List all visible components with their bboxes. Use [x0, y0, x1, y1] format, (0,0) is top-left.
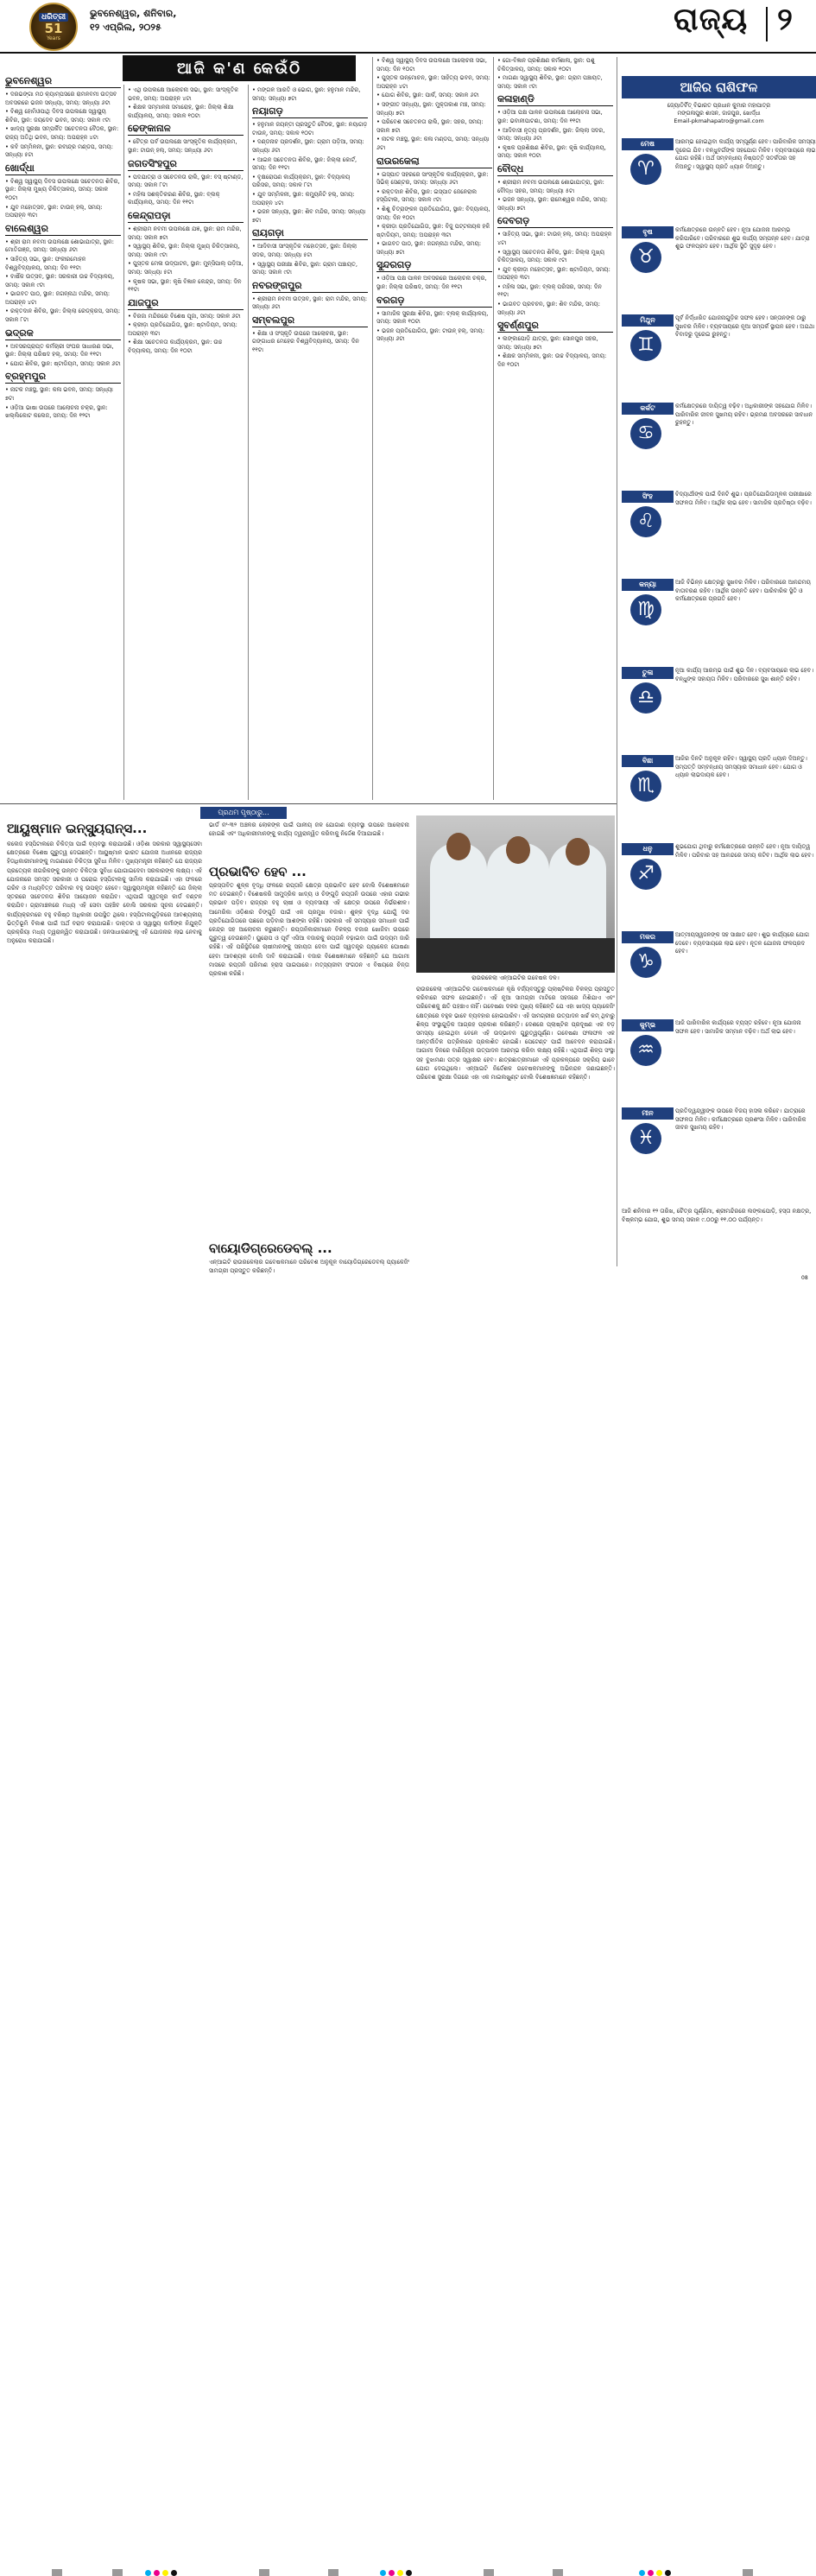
- horoscope-sign: [622, 314, 816, 394]
- horoscope-sign: [622, 931, 816, 1011]
- event-item: • ପରିବେଶ ସଚେତନତା ରାଲି, ସ୍ଥାନ: ସହର, ସମୟ: ସକାଳ ୭ଟା: [376, 118, 492, 135]
- sign-forecast: ଆତ୍ମୀୟସ୍ୱଜନଙ୍କ ସହ ସାକ୍ଷାତ ହେବ। ଶୁଭ କାର୍ଯ୍ୟରେ ଯୋଗ ଦେବେ। ବ୍ୟବସାୟରେ ଲାଭ ହେବ। ନୂତନ ଯୋଜନା ଫଳପ୍ରଦ ହେବ।: [675, 931, 810, 955]
- story2-intro: ଭାର୍ଡ ନଂ-୩୨ ଅଞ୍ଚଳର ଲୋକଙ୍କ ପାଇଁ ପାନୀୟ ଜଳ ଯୋଗାଣ ବ୍ୟବସ୍ଥା ଉପରେ ଆଲୋଚନା ହୋଇଛି ଏବଂ ଅଧିକାରୀମାନଙ୍କୁ କାର୍ଯ୍ୟ ତ୍ୱରାନ୍ୱିତ କରିବାକୁ ନିର୍ଦ୍ଦେଶ ଦିଆଯାଇଛି।: [209, 822, 409, 838]
- event-item: • ନାଟକ ମଞ୍ଚସ୍ଥ, ସ୍ଥାନ: କଳା ମଣ୍ଡପ, ସମୟ: ସନ୍ଧ୍ୟା ୬ଟା: [376, 136, 492, 152]
- story2-body: ପ୍ରସ୍ତାବିତ ଶୁଳ୍କ ବୃଦ୍ଧି ଫଳରେ ରପ୍ତାନି କ୍ଷେତ୍ର ପ୍ରଭାବିତ ହେବ ବୋଲି ବିଶେଷଜ୍ଞମାନେ ମତ ଦେଇଛନ୍ତି। ବିଶେଷକରି ସାମୁଦ୍ରିକ ଖାଦ୍ୟ ଓ ଚିଙ୍ଗୁଡ଼ି ରପ୍ତାନି ଉପରେ ଏହାର ଗଭୀର ପ୍ରଭାବ ପଡ଼ିବ। ରାଜ୍ୟର ବହୁ ଚାଷୀ ଓ ବ୍ୟବସାୟୀ ଏହି କ୍ଷେତ୍ର ଉପରେ ନିର୍ଭରଶୀଳ। ଆମେରିକା ଓଡ଼ିଶାର ଚିଙ୍ଗୁଡ଼ି ପାଇଁ ଏକ ପ୍ରମୁଖ ବଜାର। ଶୁଳ୍କ ବୃଦ୍ଧି ଯୋଗୁଁ ଦର ପ୍ରତିଯୋଗିତାରେ ପଛରେ ପଡ଼ିବାର ଆଶଙ୍କା ରହିଛି। ସରକାର ଏହି ସମସ୍ୟାର ସମାଧାନ ପାଇଁ କେନ୍ଦ୍ର ସହ ଆଲୋଚନା କରୁଛନ୍ତି। ରପ୍ତାନିକାରୀମାନେ ବିକଳ୍ପ ବଜାର ଖୋଜିବା ଉପରେ ଗୁରୁତ୍ୱ ଦେଉଛନ୍ତି। ୟୁରୋପ ଓ ପୂର୍ବ ଏସିଆ ବଜାରକୁ ରପ୍ତାନି ବଢ଼ାଇବା ପାଇଁ ଉଦ୍ୟମ ଜାରି ରହିଛି। ଏହି ପରିସ୍ଥିତିରେ ଚାଷୀମାନଙ୍କୁ ସହାୟତା ଦେବା ପାଇଁ ସ୍ୱତନ୍ତ୍ର ପ୍ୟାକେଜ ଘୋଷଣା ହେବା ଆବଶ୍ୟକ ବୋଲି ଦାବି କରାଯାଇଛି। ବଜାର ବିଶେଷଜ୍ଞମାନେ କହିଛନ୍ତି ଯେ ଆଗାମୀ ମାସରେ ରପ୍ତାନି ପରିମାଣ ହ୍ରାସ ପାଇପାରେ। ମତ୍ସ୍ୟଜୀବୀ ସଂଗଠନ ଏ ବିଷୟରେ ଚିନ୍ତା ପ୍ରକାଶ କରିଛି।: [209, 882, 409, 978]
- zodiac-icon: ♎: [630, 682, 661, 714]
- event-item: • ଏଥି ଉପଲକ୍ଷେ ଆଲୋଚନା ସଭା, ସ୍ଥାନ: ସାଂସ୍କୃତିକ ଭବନ, ସମୟ: ଅପରାହ୍ନ ୪ଟା: [128, 86, 244, 103]
- sign-name: ମୀନ: [622, 1107, 674, 1120]
- continued-label: ପ୍ରଥମ ପୃଷ୍ଠାରୁ...: [200, 807, 287, 819]
- sign-name: କର୍କଟ: [622, 403, 674, 415]
- page-number: ୨: [777, 2, 793, 37]
- event-item: • ଇସ୍ପାତ ସହରରେ ସାଂସ୍କୃତିକ କାର୍ଯ୍ୟକ୍ରମ, ସ୍ଥାନ: ସିଭିକ୍ ସେଣ୍ଟର, ସମୟ: ସନ୍ଧ୍ୟା ୬ଟା: [376, 171, 492, 187]
- city-heading: ବୌଦ୍ଧ: [497, 162, 613, 176]
- zodiac-icon: ♉: [630, 242, 661, 273]
- city-heading: ରାୟଗଡ଼ା: [252, 226, 368, 240]
- column-rule: [248, 85, 249, 800]
- city-heading: ନବରଙ୍ଗପୁର: [252, 279, 368, 293]
- event-item: • ଓଡ଼ିଆ ଭାଷା ଉପରେ ଆଲୋଚନା ଚକ୍ର, ସ୍ଥାନ: ଖଲ୍ଲିକୋଟ କଲେଜ, ସମୟ: ଦିନ ୧୨ଟା: [5, 404, 121, 421]
- sign-name: ମିଥୁନ: [622, 314, 674, 327]
- dateline-place-day: ଭୁବନେଶ୍ୱର, ଶନିବାର,: [90, 8, 177, 19]
- event-item: • ପୁସ୍ତକ ମେଳା ଉଦ୍‌ଘାଟନ, ସ୍ଥାନ: ମୁନ୍ସିପାଲ୍ ପଡ଼ିଆ, ସମୟ: ସନ୍ଧ୍ୟା ୫ଟା: [128, 260, 244, 276]
- section-rule: [0, 803, 617, 804]
- event-item: • ବିଶ୍ୱ ସ୍ୱାସ୍ଥ୍ୟ ଦିବସ ଉପଲକ୍ଷେ ସଚେତନତା ଶିବିର, ସ୍ଥାନ: ଜିଲ୍ଲା ମୁଖ୍ୟ ଚିକିତ୍ସାଳୟ, ସମୟ: ସକାଳ ୧୦ଟା: [5, 178, 121, 203]
- column-rule: [493, 57, 494, 800]
- zodiac-icon: ♐: [630, 859, 661, 890]
- event-item: • ଯୋଗ ଶିବିର, ସ୍ଥାନ: ପାର୍କ, ସମୟ: ସକାଳ ୬ଟା: [376, 92, 492, 100]
- event-item: • ଯୁବ ସମ୍ମିଳନୀ, ସ୍ଥାନ: କମ୍ୟୁନିଟି ହଲ୍, ସମୟ: ଅପରାହ୍ନ ୪ଟା: [252, 191, 368, 207]
- city-heading: କେନ୍ଦ୍ରାପଡ଼ା: [128, 209, 244, 223]
- event-item: • ନାଟକ ମଞ୍ଚସ୍ଥ, ସ୍ଥାନ: କଳା ଭବନ, ସମୟ: ସନ୍ଧ୍ୟା ୭ଟା: [5, 386, 121, 403]
- horoscope-title: ଆଜିର ରାଶିଫଳ: [622, 76, 816, 98]
- event-item: • ସଙ୍ଗୀତ ସନ୍ଧ୍ୟା, ସ୍ଥାନ: ମୁକ୍ତାକାଶ ମଞ୍ଚ, ସମୟ: ସନ୍ଧ୍ୟା ୭ଟା: [376, 101, 492, 117]
- sign-forecast: ଆଜିର ଦିନଟି ଅନୁକୂଳ ରହିବ। ସ୍ୱାସ୍ଥ୍ୟ ପ୍ରତି ଧ୍ୟାନ ଦିଅନ୍ତୁ। ସମ୍ପତ୍ତି ସମ୍ବନ୍ଧୀୟ ସମସ୍ୟାର ସମାଧାନ ହେବ। ଯୋଗ ଓ ଧ୍ୟାନ ଲାଭଦାୟକ ହେବ।: [675, 755, 807, 778]
- zodiac-icon: ♋: [630, 418, 661, 449]
- event-item: • କବି ସମ୍ମିଳନୀ, ସ୍ଥାନ: ରବୀନ୍ଦ୍ର ମଣ୍ଡପ, ସମୟ: ସନ୍ଧ୍ୟା ୫ଟା: [5, 143, 121, 160]
- section-divider: [766, 7, 768, 41]
- event-item: • କ୍ରୀଡ଼ା ପ୍ରତିଯୋଗିତା, ସ୍ଥାନ: ଷ୍ଟାଡିୟମ, ସମୟ: ଅପରାହ୍ନ ୩ଟା: [128, 321, 244, 338]
- event-item: • ଭଜନ ପ୍ରତିଯୋଗିତା, ସ୍ଥାନ: ଟାଉନ୍ ହଲ୍, ସମୟ: ସନ୍ଧ୍ୟା ୬ଟା: [376, 327, 492, 344]
- city-heading: ଜଗତସିଂହପୁର: [128, 157, 244, 171]
- zodiac-icon: ♓: [630, 1123, 661, 1154]
- sign-name: ମେଷ: [622, 138, 674, 150]
- event-item: • ଭଜନ ସନ୍ଧ୍ୟା, ସ୍ଥାନ: ଶିବ ମନ୍ଦିର, ସମୟ: ସନ୍ଧ୍ୟା ୭ଟା: [252, 208, 368, 225]
- horoscope-footer: ଆଜି ଶନିବାର ୧୨ ତାରିଖ, ଚୈତ୍ର ପୂର୍ଣ୍ଣିମା, ଶ୍ରୀମନ୍ଦିରରେ ଲଙ୍କାପୋଡ଼ି, ହସ୍ତା ନକ୍ଷତ୍ର, ବିଷ୍କମ୍ଭ ଯୋଗ, ଶୁଭ ସମୟ ସକାଳ ୯.୦୦ରୁ ୧୧.୦୦ ପର୍ଯ୍ୟନ୍ତ।: [622, 1208, 812, 1223]
- event-item: • ମହିଳା ସଭା, ସ୍ଥାନ: ବ୍ଲକ୍ ପରିସର, ସମୟ: ଦିନ ୧୧ଟା: [497, 283, 613, 300]
- logo-word: ଧରିତ୍ରୀ: [39, 13, 68, 22]
- event-item: • ଶିଶୁ ଚିତ୍ରାଙ୍କନ ପ୍ରତିଯୋଗିତା, ସ୍ଥାନ: ବିଦ୍ୟାଳୟ, ସମୟ: ଦିନ ୧୦ଟା: [376, 206, 492, 222]
- event-item: • ସାହିତ୍ୟ ସଭା, ସ୍ଥାନ: ଟାଉନ୍ ହଲ୍, ସମୟ: ଅପରାହ୍ନ ୪ଟା: [497, 231, 613, 247]
- event-item: • ଭାଗବତ ପାଠ, ସ୍ଥାନ: ଜଗନ୍ନାଥ ମନ୍ଦିର, ସମୟ: ସନ୍ଧ୍ୟା ୭ଟା: [376, 240, 492, 257]
- newspaper-logo: [29, 3, 78, 51]
- event-item: • ଗୋ-ବିଜ୍ଞାନ ପ୍ରଶିକ୍ଷଣ କର୍ମଶାଳା, ସ୍ଥାନ: ପଶୁ ଚିକିତ୍ସାଳୟ, ସମୟ: ସକାଳ ୧୦ଟା: [497, 57, 613, 73]
- horoscope-sign: [622, 579, 816, 658]
- events-column: [128, 86, 244, 800]
- sign-name: ବୃଷ: [622, 226, 674, 238]
- sign-name: କନ୍ୟା: [622, 579, 674, 591]
- sign-forecast: ଆରମ୍ଭ ହୋଇଥିବା କାର୍ଯ୍ୟ ସମ୍ପୂର୍ଣ୍ଣ ହେବ। ପାରିବାରିକ ସମସ୍ୟା ଦୂରେଇ ଯିବ। ବନ୍ଧୁବର୍ଗଙ୍କ ସହଯୋଗ ମିଳିବ। ବ୍ୟବସାୟରେ ଲାଭ ଯୋଗ ରହିଛି। ଅର୍ଥ ସମ୍ବନ୍ଧୀୟ ନିଷ୍ପତ୍ତି ସତର୍କତାର ସହ ନିଅନ୍ତୁ। ସ୍ୱାସ୍ଥ୍ୟ ପ୍ରତି ଧ୍ୟାନ ଦିଅନ୍ତୁ।: [675, 138, 816, 170]
- event-item: • ଶିକ୍ଷା ଓ ସଂସ୍କୃତି ଉପରେ ଆଲୋଚନା, ସ୍ଥାନ: ଗଙ୍ଗାଧର ମେହେର ବିଶ୍ୱବିଦ୍ୟାଳୟ, ସମୟ: ଦିନ ୧୧ଟା: [252, 330, 368, 355]
- events-column: [497, 57, 613, 800]
- event-item: • ଶିକ୍ଷା ସଚେତନତା କାର୍ଯ୍ୟକ୍ରମ, ସ୍ଥାନ: ଉଚ୍ଚ ବିଦ୍ୟାଳୟ, ସମୟ: ଦିନ ୧୦ଟା: [128, 339, 244, 355]
- event-item: • ଯୁବ କ୍ରୀଡ଼ା ମହୋତ୍ସବ, ସ୍ଥାନ: ଷ୍ଟାଡିୟମ, ସମୟ: ଅପରାହ୍ନ ୩ଟା: [497, 266, 613, 282]
- events-heading: ଆଜି କ'ଣ କେଉଁଠି: [123, 55, 356, 81]
- city-heading: ସମ୍ବଲପୁର: [252, 314, 368, 327]
- event-item: • ଶ୍ରୀରାମ ନବମୀ ଉପଲକ୍ଷେ ଶୋଭାଯାତ୍ରା, ସ୍ଥାନ: ବୌଦ୍ଧ ସହର, ସମୟ: ସନ୍ଧ୍ୟା ୫ଟା: [497, 179, 613, 195]
- zodiac-icon: ♈: [630, 154, 661, 185]
- column-rule: [372, 57, 373, 800]
- event-item: • ଚୈତ୍ର ପର୍ବ ଉପଲକ୍ଷେ ସାଂସ୍କୃତିକ କାର୍ଯ୍ୟକ୍ରମ, ସ୍ଥାନ: ଟାଉନ୍ ହଲ୍, ସମୟ: ସନ୍ଧ୍ୟା ୬ଟା: [128, 138, 244, 155]
- events-column: [5, 73, 121, 800]
- event-item: • କ୍ରୀଡ଼ା ପ୍ରତିଯୋଗିତା, ସ୍ଥାନ: ବିଜୁ ପଟ୍ଟନାୟକ ହକି ଷ୍ଟାଡିୟମ, ସମୟ: ଅପରାହ୍ନ ୩ଟା: [376, 223, 492, 239]
- event-item: • ରକ୍ତଦାନ ଶିବିର, ସ୍ଥାନ: ଇସ୍ପାତ ଜେନେରାଲ ହସ୍ପିଟାଲ, ସମୟ: ସକାଳ ୯ଟା: [376, 188, 492, 205]
- event-item: • ସାହିତ୍ୟ ସଭା, ସ୍ଥାନ: ଫକୀରମୋହନ ବିଶ୍ୱବିଦ୍ୟାଳୟ, ସମୟ: ଦିନ ୧୧ଟା: [5, 256, 121, 272]
- city-heading: ସୁବର୍ଣ୍ଣପୁର: [497, 319, 613, 333]
- event-item: • ବୃକ୍ଷରୋପଣ କାର୍ଯ୍ୟକ୍ରମ, ସ୍ଥାନ: ବିଦ୍ୟାଳୟ ପରିସର, ସମୟ: ସକାଳ ୮ଟା: [252, 174, 368, 190]
- event-item: • ଦରଭଙ୍ଗା ମଠ କ୍ୟାମ୍ପସରେ ରାମନବମୀ ଉତ୍ସବ ଅବସରରେ ଭଜନ ସନ୍ଧ୍ୟା, ସମୟ: ସନ୍ଧ୍ୟା ୬ଟା: [5, 91, 121, 107]
- story3-headline: ବାୟୋଡିଗ୍ରେଡେବଲ୍ ...: [209, 1240, 332, 1256]
- event-item: • ଆଦିବାସୀ ନୃତ୍ୟ ପ୍ରଦର୍ଶନ, ସ୍ଥାନ: ଜିଲ୍ଲା ସଦର, ସମୟ: ସନ୍ଧ୍ୟା ୬ଟା: [497, 127, 613, 143]
- sign-name: ମକର: [622, 931, 674, 943]
- event-item: • ସାମାଜିକ ସୁରକ୍ଷା ଶିବିର, ସ୍ଥାନ: ବ୍ଲକ୍ କାର୍ଯ୍ୟାଳୟ, ସମୟ: ସକାଳ ୧୦ଟା: [376, 310, 492, 327]
- story1-headline: ଆୟୁଷ୍ମାନ ଇନ୍ସ୍ୟୁରାନ୍ସ...: [7, 821, 148, 836]
- sign-forecast: ବିଦ୍ୟାର୍ଥୀଙ୍କ ପାଇଁ ଦିନଟି ଶୁଭ। ପ୍ରତିଯୋଗିତାମୂଳକ ପରୀକ୍ଷାରେ ସଫଳତା ମିଳିବ। ଆର୍ଥିକ ଲାଭ ହେବ। ସାମାଜିକ ପ୍ରତିଷ୍ଠା ବଢ଼ିବ।: [675, 491, 812, 506]
- city-heading: ବରଗଡ଼: [376, 294, 492, 308]
- event-item: • ବିରଜା ମନ୍ଦିରରେ ବିଶେଷ ପୂଜା, ସମୟ: ସକାଳ ୬ଟା: [128, 313, 244, 321]
- sign-forecast: ଆଜି ପାରିବାରିକ କାର୍ଯ୍ୟରେ ବ୍ୟସ୍ତ ରହିବେ। ନୂଆ ଯୋଜନା ସଫଳ ହେବ। ସାମାଜିକ ସମ୍ମାନ ବଢ଼ିବ। ଅର୍ଥ ଲାଭ ହେବ।: [675, 1019, 801, 1035]
- logo-years: Years: [47, 35, 60, 41]
- event-item: • ବାର୍ଷିକ ଉତ୍ସବ, ସ୍ଥାନ: ସରକାରୀ ଉଚ୍ଚ ବିଦ୍ୟାଳୟ, ସମୟ: ସକାଳ ୯ଟା: [5, 273, 121, 289]
- event-item: • ପୁସ୍ତକ ଉନ୍ମୋଚନ, ସ୍ଥାନ: ସାହିତ୍ୟ ଭବନ, ସମୟ: ଅପରାହ୍ନ ୪ଟା: [376, 74, 492, 91]
- story2-headline: ପ୍ରଭାବିତ ହେବ ...: [209, 864, 307, 879]
- city-heading: ଖୋର୍ଦ୍ଧା: [5, 162, 121, 175]
- print-marks: [0, 1284, 816, 1294]
- event-item: • ଓଡ଼ିଆ ପକ୍ଷ ପାଳନ ଅବସରରେ ଆଲୋଚନା ଚକ୍ର, ସ୍ଥାନ: ଜିଲ୍ଲା ପରିଷଦ, ସମୟ: ଦିନ ୧୧ଟା: [376, 275, 492, 291]
- event-item: • ଓଡ଼ିଆ ପକ୍ଷ ପାଳନ ଉପଲକ୍ଷେ ଆଲୋଚନା ସଭା, ସ୍ଥାନ: ଭବାନୀପାଟଣା, ସମୟ: ଦିନ ୧୧ଟା: [497, 109, 613, 125]
- story1-body: କଲେଜ ହସ୍ପିଟାଲରେ ଚିକିତ୍ସା ପାଇଁ ବ୍ୟବସ୍ଥା କରାଯାଉଛି। ଓଡ଼ିଶା ସରକାର ସ୍ୱାସ୍ଥ୍ୟସେବା କ୍ଷେତ୍ରରେ ବିଶେଷ ଗୁରୁତ୍ୱ ଦେଇଛନ୍ତି। ଆୟୁଷ୍ମାନ ଭାରତ ଯୋଜନା ଅଧୀନରେ ରାଜ୍ୟର ହିତାଧିକାରୀମାନଙ୍କୁ ମାଗଣାରେ ଚିକିତ୍ସା ସୁବିଧା ମିଳିବ। ମୁଖ୍ୟମନ୍ତ୍ରୀ କହିଛନ୍ତି ଯେ ରାଜ୍ୟର ପ୍ରତ୍ୟେକ ନାଗରିକଙ୍କୁ ଉନ୍ନତ ଚିକିତ୍ସା ସୁବିଧା ଯୋଗାଇଦେବା ସରକାରଙ୍କ ଲକ୍ଷ୍ୟ। ଏହି ଯୋଜନାରେ ସମସ୍ତ ସରକାରୀ ଓ ଘରୋଇ ହସ୍ପିଟାଲକୁ ସାମିଲ କରାଯାଇଛି। ଏହା ଫଳରେ ଗରିବ ଓ ମଧ୍ୟବିତ୍ତ ପରିବାର ବହୁ ଉପକୃତ ହେବେ। ସ୍ୱାସ୍ଥ୍ୟମନ୍ତ୍ରୀ କହିଛନ୍ତି ଯେ ଜିଲ୍ଲା ସ୍ତରରେ ସଚେତନତା ଶିବିର ଆୟୋଜନ କରାଯିବ। ଏଥିପାଇଁ ସ୍ୱତନ୍ତ୍ର କାର୍ଡ ବଣ୍ଟନ କରାଯିବ। ଗ୍ରାମାଞ୍ଚଳରେ ମଧ୍ୟ ଏହି ସେବା ପହଞ୍ଚିବ ବୋଲି ସରକାର ସୂଚନା ଦେଇଛନ୍ତି। କାର୍ଯ୍ୟକ୍ରମରେ ବହୁ ବରିଷ୍ଠ ଅଧିକାରୀ ଉପସ୍ଥିତ ଥିଲେ। ହସ୍ପିଟାଲଗୁଡ଼ିକରେ ଆବଶ୍ୟକୀୟ ଭିତ୍ତିଭୂମି ବିକାଶ ପାଇଁ ଅର୍ଥ ବରାଦ କରାଯାଇଛି। ଡାକ୍ତର ଓ ସ୍ୱାସ୍ଥ୍ୟ କର୍ମୀଙ୍କ ନିଯୁକ୍ତି ପ୍ରକ୍ରିୟା ମଧ୍ୟ ତ୍ୱରାନ୍ୱିତ କରାଯାଉଛି। ଜନସାଧାରଣଙ୍କୁ ଏହି ଯୋଜନାର ଲାଭ ନେବାକୁ ଅନୁରୋଧ କରାଯାଇଛି।: [7, 841, 202, 945]
- event-item: • ଶିକ୍ଷକ ସମ୍ମାନନା ସମାରୋହ, ସ୍ଥାନ: ଜିଲ୍ଲା ଶିକ୍ଷା କାର୍ଯ୍ୟାଳୟ, ସମୟ: ସକାଳ ୧୦ଟା: [128, 104, 244, 120]
- city-heading: ନୟାଗଡ଼: [252, 105, 368, 118]
- sign-forecast: କର୍ମକ୍ଷେତ୍ରରେ ଦାୟିତ୍ୱ ବଢ଼ିବ। ଅଧିକାରୀଙ୍କ ସହଯୋଗ ମିଳିବ। ପାରିବାରିକ ଜୀବନ ସୁଖମୟ ରହିବ। ଭ୍ରମଣ ଅବସରରେ ସାବଧାନ ରୁହନ୍ତୁ।: [675, 403, 813, 426]
- event-item: • ଖାଦ୍ୟ ସୁରକ୍ଷା ସମ୍ପର୍କିତ ସଚେତନତା ବୈଠକ, ସ୍ଥାନ: ରାଜ୍ୟ ଅତିଥି ଭବନ, ସମୟ: ଅପରାହ୍ନ ୪ଟା: [5, 125, 121, 142]
- city-heading: ଢେଙ୍କାନାଳ: [128, 122, 244, 136]
- event-item: • ବିଶ୍ୱ ହୋମିଓପାଥି ଦିବସ ଉପଲକ୍ଷେ ସ୍ୱାସ୍ଥ୍ୟ ଶିବିର, ସ୍ଥାନ: ଜୟଦେବ ଭବନ, ସମୟ: ସକାଳ ୯ଟା: [5, 108, 121, 124]
- zodiac-icon: ♌: [630, 506, 661, 537]
- city-heading: ରାଉରକେଲା: [376, 155, 492, 168]
- zodiac-icon: ♏: [630, 771, 661, 802]
- sign-forecast: ଶୁଭଯୋଗ ଥିବାରୁ କର୍ମକ୍ଷେତ୍ରରେ ଉନ୍ନତି ହେବ। ନୂଆ ଦାୟିତ୍ୱ ମିଳିବ। ପରିବାର ସହ ଆନନ୍ଦରେ ସମୟ କଟିବ। ଆର୍ଥିକ ଲାଭ ହେବ।: [675, 843, 814, 859]
- event-item: • ଶିକ୍ଷକ ସମ୍ମିଳନୀ, ସ୍ଥାନ: ଉଚ୍ଚ ବିଦ୍ୟାଳୟ, ସମୟ: ଦିନ ୧୦ଟା: [497, 352, 613, 369]
- story4-body: ରାଉରକେଲା ଏନ୍‌ଆଇଟିର ଗବେଷକମାନେ କୃଷି ବର୍ଜ୍ୟବସ୍ତୁରୁ ପ୍ଲାଷ୍ଟିକର ବିକଳ୍ପ ପ୍ରସ୍ତୁତ କରିବାରେ ସଫଳ ହୋଇଛନ୍ତି। ଏହି ନୂଆ ସାମଗ୍ରୀ ମାଟିରେ ସହଜରେ ମିଶିଯାଏ ଏବଂ ପରିବେଶକୁ କ୍ଷତି ପହଞ୍ଚାଏ ନାହିଁ। ଗବେଷଣା ଦଳର ମୁଖ୍ୟ କହିଛନ୍ତି ଯେ ଏହା ଖାଦ୍ୟ ପ୍ୟାକେଜିଂ କ୍ଷେତ୍ରରେ ବହୁଳ ଭାବେ ବ୍ୟବହାର ହୋଇପାରିବ। ଏହି ସାମଗ୍ରୀର ଉତ୍ପାଦନ ଖର୍ଚ୍ଚ କମ୍ ଥିବାରୁ ଶିଳ୍ପ ସଂସ୍ଥାଗୁଡ଼ିକ ଆଗ୍ରହ ପ୍ରକାଶ କରିଛନ୍ତି। ଦେଶରେ ପ୍ଲାଷ୍ଟିକ ପ୍ରଦୂଷଣ ଏକ ବଡ଼ ସମସ୍ୟା ହୋଇଥିବା ବେଳେ ଏହି ଉଦ୍ଭାବନ ଗୁରୁତ୍ୱପୂର୍ଣ୍ଣ। ଗବେଷଣା ଫଳାଫଳ ଏକ ଆନ୍ତର୍ଜାତିକ ପତ୍ରିକାରେ ପ୍ରକାଶିତ ହୋଇଛି। ପେଟେଣ୍ଟ ପାଇଁ ଆବେଦନ କରାଯାଇଛି। ଆଗାମୀ ଦିନରେ ବାଣିଜ୍ୟିକ ଉତ୍ପାଦନ ଆରମ୍ଭ କରିବା ଲକ୍ଷ୍ୟ ରହିଛି। ଏଥିପାଇଁ ଶିଳ୍ପ ସଂସ୍ଥା ସହ ବୁଝାମଣା ପତ୍ର ସ୍ୱାକ୍ଷର ହେବ। ଛାତ୍ରଛାତ୍ରୀମାନେ ଏହି ପ୍ରକଳ୍ପରେ ସକ୍ରିୟ ଭାବେ ଯୋଗ ଦେଇଥିଲେ। ଏନ୍‌ଆଇଟି ନିର୍ଦ୍ଦେଶକ ଗବେଷକମାନଙ୍କୁ ଅଭିନନ୍ଦନ ଜଣାଇଛନ୍ତି। ପରିବେଶ ସୁରକ୍ଷା ଦିଗରେ ଏହା ଏକ ମାଇଲଖୁଣ୍ଟ ବୋଲି ବିଶେଷଜ୍ଞମାନେ କହିଛନ୍ତି।: [416, 986, 615, 1082]
- zodiac-icon: ♑: [630, 947, 661, 978]
- horoscope-sign: [622, 403, 816, 482]
- zodiac-icon: ♊: [630, 330, 661, 361]
- horoscope-sign: [622, 226, 816, 306]
- event-item: • ଦଣ୍ଡନାଚ ପ୍ରଦର୍ଶନ, ସ୍ଥାନ: ଗ୍ରାମ ପଡ଼ିଆ, ସମୟ: ସନ୍ଧ୍ୟା ୬ଟା: [252, 138, 368, 155]
- city-heading: କଳାହାଣ୍ଡି: [497, 92, 613, 106]
- event-item: • ସ୍ୱାସ୍ଥ୍ୟ ପରୀକ୍ଷା ଶିବିର, ସ୍ଥାନ: ଗ୍ରାମ ପଞ୍ଚାୟତ, ସମୟ: ସକାଳ ୯ଟା: [252, 261, 368, 277]
- sign-forecast: ପ୍ରତିଦ୍ୱନ୍ଦ୍ୱୀଙ୍କ ଉପରେ ବିଜୟ ହାସଲ କରିବେ। ଯାତ୍ରାରେ ସଫଳତା ମିଳିବ। କର୍ମକ୍ଷେତ୍ରରେ ପ୍ରଶଂସା ମିଳିବ। ପାରିବାରିକ ଜୀବନ ସୁଖମୟ ରହିବ।: [675, 1107, 807, 1131]
- masthead-rule: [0, 52, 816, 54]
- sign-name: ତୁଳା: [622, 667, 674, 679]
- dateline-date: ୧୨ ଏପ୍ରିଲ, ୨୦୨୫: [90, 22, 161, 33]
- event-item: • ମାଗଣା ସ୍ୱାସ୍ଥ୍ୟ ଶିବିର, ସ୍ଥାନ: ଗ୍ରାମ ପଞ୍ଚାୟତ, ସମୟ: ସକାଳ ୯ଟା: [497, 74, 613, 91]
- horoscope-address: ମଙ୍ଗଳାପୁର ଶାସନ, ଜାଜପୁର, ଖୋର୍ଦ୍ଧା: [677, 110, 761, 117]
- event-item: • କୃଷକ ପ୍ରଶିକ୍ଷଣ ଶିବିର, ସ୍ଥାନ: କୃଷି କାର୍ଯ୍ୟାଳୟ, ସମୟ: ସକାଳ ୧୦ଟା: [497, 144, 613, 161]
- event-item: • ଶ୍ରୀରାମ ନବମୀ ଉପଲକ୍ଷେ ଯଜ୍ଞ, ସ୍ଥାନ: ରାମ ମନ୍ଦିର, ସମୟ: ସକାଳ ୭ଟା: [128, 225, 244, 242]
- event-item: • ସ୍ୱାସ୍ଥ୍ୟ ସଚେତନତା ଶିବିର, ସ୍ଥାନ: ଜିଲ୍ଲା ମୁଖ୍ୟ ଚିକିତ୍ସାଳୟ, ସମୟ: ସକାଳ ୯ଟା: [497, 249, 613, 265]
- zodiac-icon: ♒: [630, 1035, 661, 1066]
- event-item: • ଆଇନ ସଚେତନତା ଶିବିର, ସ୍ଥାନ: ଜିଲ୍ଲା କୋର୍ଟ, ସମୟ: ଦିନ ୧୧ଟା: [252, 156, 368, 173]
- event-item: • ଭାଗବତ ପାଠ, ସ୍ଥାନ: ଜଗନ୍ନାଥ ମନ୍ଦିର, ସମୟ: ଅପରାହ୍ନ ୪ଟା: [5, 290, 121, 307]
- sign-forecast: ଆଜି ବିଭିନ୍ନ କ୍ଷେତ୍ରରୁ ସୁଖବର ମିଳିବ। ପରିବାରରେ ଆନନ୍ଦମୟ ବାତାବରଣ ରହିବ। ଆର୍ଥିକ ଉନ୍ନତି ହେବ। ପାରିବାରିକ ସ୍ଥିତି ଓ କର୍ମକ୍ଷେତ୍ରରେ ପ୍ରଗତି ହେବ।: [675, 579, 811, 602]
- event-item: • ବିଶ୍ୱ ସ୍ୱାସ୍ଥ୍ୟ ଦିବସ ଉପଲକ୍ଷେ ଆଲୋଚନା ସଭା, ସମୟ: ଦିନ ୧୦ଟା: [376, 57, 492, 73]
- horoscope-email: Email-pkmahapatro@gmail.com: [674, 117, 764, 124]
- sign-forecast: ନୂଆ କାର୍ଯ୍ୟ ଆରମ୍ଭ ପାଇଁ ଶୁଭ ଦିନ। ବ୍ୟବସାୟରେ ଲାଭ ହେବ। ବନ୍ଧୁଙ୍କ ସହାୟତା ମିଳିବ। ପରିବାରରେ ସୁଖ ଶାନ୍ତି ରହିବ।: [675, 667, 814, 682]
- event-item: • ଆଦିବାସୀ ସାଂସ୍କୃତିକ ମହୋତ୍ସବ, ସ୍ଥାନ: ଜିଲ୍ଲା ସଦର, ସମୟ: ସନ୍ଧ୍ୟା ୫ଟା: [252, 243, 368, 259]
- sign-name: କୁମ୍ଭ: [622, 1019, 674, 1031]
- logo-number: 51: [44, 20, 63, 36]
- events-column: [376, 57, 492, 800]
- event-item: • ପଦଯାତ୍ରା ଓ ସଚେତନତା ରାଲି, ସ୍ଥାନ: ବସ୍ ଷ୍ଟାଣ୍ଡ, ସମୟ: ସକାଳ ୮ଟା: [128, 174, 244, 190]
- city-heading: ଭଦ୍ରକ: [5, 327, 121, 340]
- horoscope-byline: [622, 102, 816, 125]
- event-item: • ମଙ୍ଗଳ ଆରତି ଓ ଭୋଗ, ସ୍ଥାନ: ହନୁମାନ ମନ୍ଦିର, ସମୟ: ସନ୍ଧ୍ୟା ୭ଟା: [252, 86, 368, 103]
- horoscope-author: ଜ୍ୟୋତିର୍ବିତ୍ ବିଭାରତ ପ୍ରଧାନ କୁମାର ମହାପାତ୍ର: [667, 102, 771, 109]
- horoscope-sign: [622, 1019, 816, 1099]
- event-item: • ଲଙ୍କାପୋଡ଼ି ଯାତ୍ରା, ସ୍ଥାନ: ସୋନପୁର ସହର, ସମୟ: ସନ୍ଧ୍ୟା ୭ଟା: [497, 335, 613, 352]
- event-item: • ଯୋଗ ଶିବିର, ସ୍ଥାନ: ଷ୍ଟାଡିୟମ, ସମୟ: ସକାଳ ୬ଟା: [5, 360, 121, 369]
- city-heading: ଦେବଗଡ଼: [497, 214, 613, 228]
- sign-forecast: ପୂର୍ବ ନିର୍ଦ୍ଧାରିତ ଯୋଜନାଗୁଡ଼ିକ ସଫଳ ହେବ। ସନ୍ତାନଙ୍କ ଠାରୁ ସୁଖବର ମିଳିବ। ବ୍ୟବସାୟରେ ନୂଆ ସମ୍ପର୍କ ସ୍ଥାପନ ହେବ। ଅଯଥା ବିବାଦରୁ ଦୂରେଇ ରୁହନ୍ତୁ।: [675, 314, 815, 338]
- city-heading: ବାଲେଶ୍ୱର: [5, 222, 121, 236]
- sign-name: ବିଛା: [622, 755, 674, 767]
- event-item: • ଭଜନ ସନ୍ଧ୍ୟା, ସ୍ଥାନ: ରାମେଶ୍ୱର ମନ୍ଦିର, ସମୟ: ସନ୍ଧ୍ୟା ୭ଟା: [497, 196, 613, 213]
- event-item: • ଶ୍ରୀ ରାମ ନବମୀ ଉପଲକ୍ଷେ ଶୋଭାଯାତ୍ରା, ସ୍ଥାନ: ମୋତିଗଞ୍ଜ, ସମୟ: ସନ୍ଧ୍ୟା ୬ଟା: [5, 238, 121, 255]
- city-heading: ସୁନ୍ଦରଗଡ଼: [376, 258, 492, 272]
- dateline: [90, 7, 176, 35]
- story3-body: ଏନ୍‌ଆଇଟି ରାଉରକେଲାର ଗବେଷକମାନେ ପରିବେଶ ଅନୁକୂଳ ବାୟୋଡିଗ୍ରେଡେବଲ୍ ପ୍ୟାକେଜିଂ ସାମଗ୍ରୀ ପ୍ରସ୍ତୁତ କରିଛନ୍ତି।: [209, 1259, 409, 1275]
- section-name: ରାଜ୍ୟ: [674, 2, 749, 37]
- horoscope-sign: [622, 491, 816, 570]
- researchers-photo: [416, 815, 615, 973]
- sign-name: ସିଂହ: [622, 491, 674, 503]
- event-item: • ଯୁବ ମହୋତ୍ସବ, ସ୍ଥାନ: ଟାଉନ୍ ହଲ୍, ସମୟ: ଅପରାହ୍ନ ୩ଟା: [5, 204, 121, 220]
- page-marker: 08: [801, 1275, 808, 1281]
- event-item: • ମହିଳା ସଶକ୍ତିକରଣ ଶିବିର, ସ୍ଥାନ: ବ୍ଲକ୍ କାର୍ଯ୍ୟାଳୟ, ସମୟ: ଦିନ ୧୧ଟା: [128, 191, 244, 207]
- masthead: [0, 0, 816, 52]
- event-item: • ହନୁମାନ ଜୟନ୍ତୀ ପ୍ରସ୍ତୁତି ବୈଠକ, ସ୍ଥାନ: ନୟାଗଡ଼ ଟାଉନ୍, ସମୟ: ସକାଳ ୧୦ଟା: [252, 121, 368, 137]
- horoscope-sign: [622, 138, 816, 218]
- event-item: • କୃଷକ ସଭା, ସ୍ଥାନ: କୃଷି ବିଜ୍ଞାନ କେନ୍ଦ୍ର, ସମୟ: ଦିନ ୧୧ଟା: [128, 278, 244, 295]
- city-heading: ଯାଜପୁର: [128, 296, 244, 310]
- zodiac-icon: ♍: [630, 594, 661, 625]
- column-rule: [123, 85, 124, 800]
- events-column: [252, 86, 368, 800]
- horoscope-sign: [622, 843, 816, 923]
- horoscope-sign: [622, 1107, 816, 1187]
- event-item: • ଅବସରପ୍ରାପ୍ତ କର୍ମଚାରୀ ସଂଘର ସାଧାରଣ ସଭା, ସ୍ଥାନ: ଜିଲ୍ଲା ପରିଷଦ ହଲ୍, ସମୟ: ଦିନ ୧୧ଟା: [5, 343, 121, 359]
- city-heading: ବ୍ରହ୍ମପୁର: [5, 370, 121, 384]
- event-item: • ରକ୍ତଦାନ ଶିବିର, ସ୍ଥାନ: ଜିଲ୍ଲା ରେଡ୍‌କ୍ରସ, ସମୟ: ସକାଳ ୮ଟା: [5, 308, 121, 324]
- photo-caption: ରାଉରକେଲା ଏନ୍‌ଆଇଟିର ଗବେଷକ ଦଳ।: [471, 974, 560, 981]
- event-item: • ସ୍ୱାସ୍ଥ୍ୟ ଶିବିର, ସ୍ଥାନ: ଜିଲ୍ଲା ମୁଖ୍ୟ ଚିକିତ୍ସାଳୟ, ସମୟ: ସକାଳ ୯ଟା: [128, 243, 244, 259]
- horoscope-sign: [622, 667, 816, 746]
- sign-forecast: କର୍ମକ୍ଷେତ୍ରରେ ଉନ୍ନତି ହେବ। ନୂଆ ଯୋଜନା ଆରମ୍ଭ କରିପାରିବେ। ପରିବାରରେ ଶୁଭ କାର୍ଯ୍ୟ ସମ୍ପନ୍ନ ହେବ। ଯାତ୍ରା ଶୁଭ ଫଳପ୍ରଦ ହେବ। ଆର୍ଥିକ ସ୍ଥିତି ସୁଦୃଢ଼ ହେବ।: [675, 226, 810, 250]
- event-item: • ଶ୍ରୀରାମ ନବମୀ ଉତ୍ସବ, ସ୍ଥାନ: ରାମ ମନ୍ଦିର, ସମୟ: ସନ୍ଧ୍ୟା ୬ଟା: [252, 295, 368, 312]
- horoscope-sign: [622, 755, 816, 834]
- event-item: • ଭାଗବତ ପ୍ରବଚନ, ସ୍ଥାନ: ଶିବ ମନ୍ଦିର, ସମୟ: ସନ୍ଧ୍ୟା ୬ଟା: [497, 301, 613, 317]
- sign-name: ଧନୁ: [622, 843, 674, 855]
- city-heading: ଭୁବନେଶ୍ୱର: [5, 74, 121, 88]
